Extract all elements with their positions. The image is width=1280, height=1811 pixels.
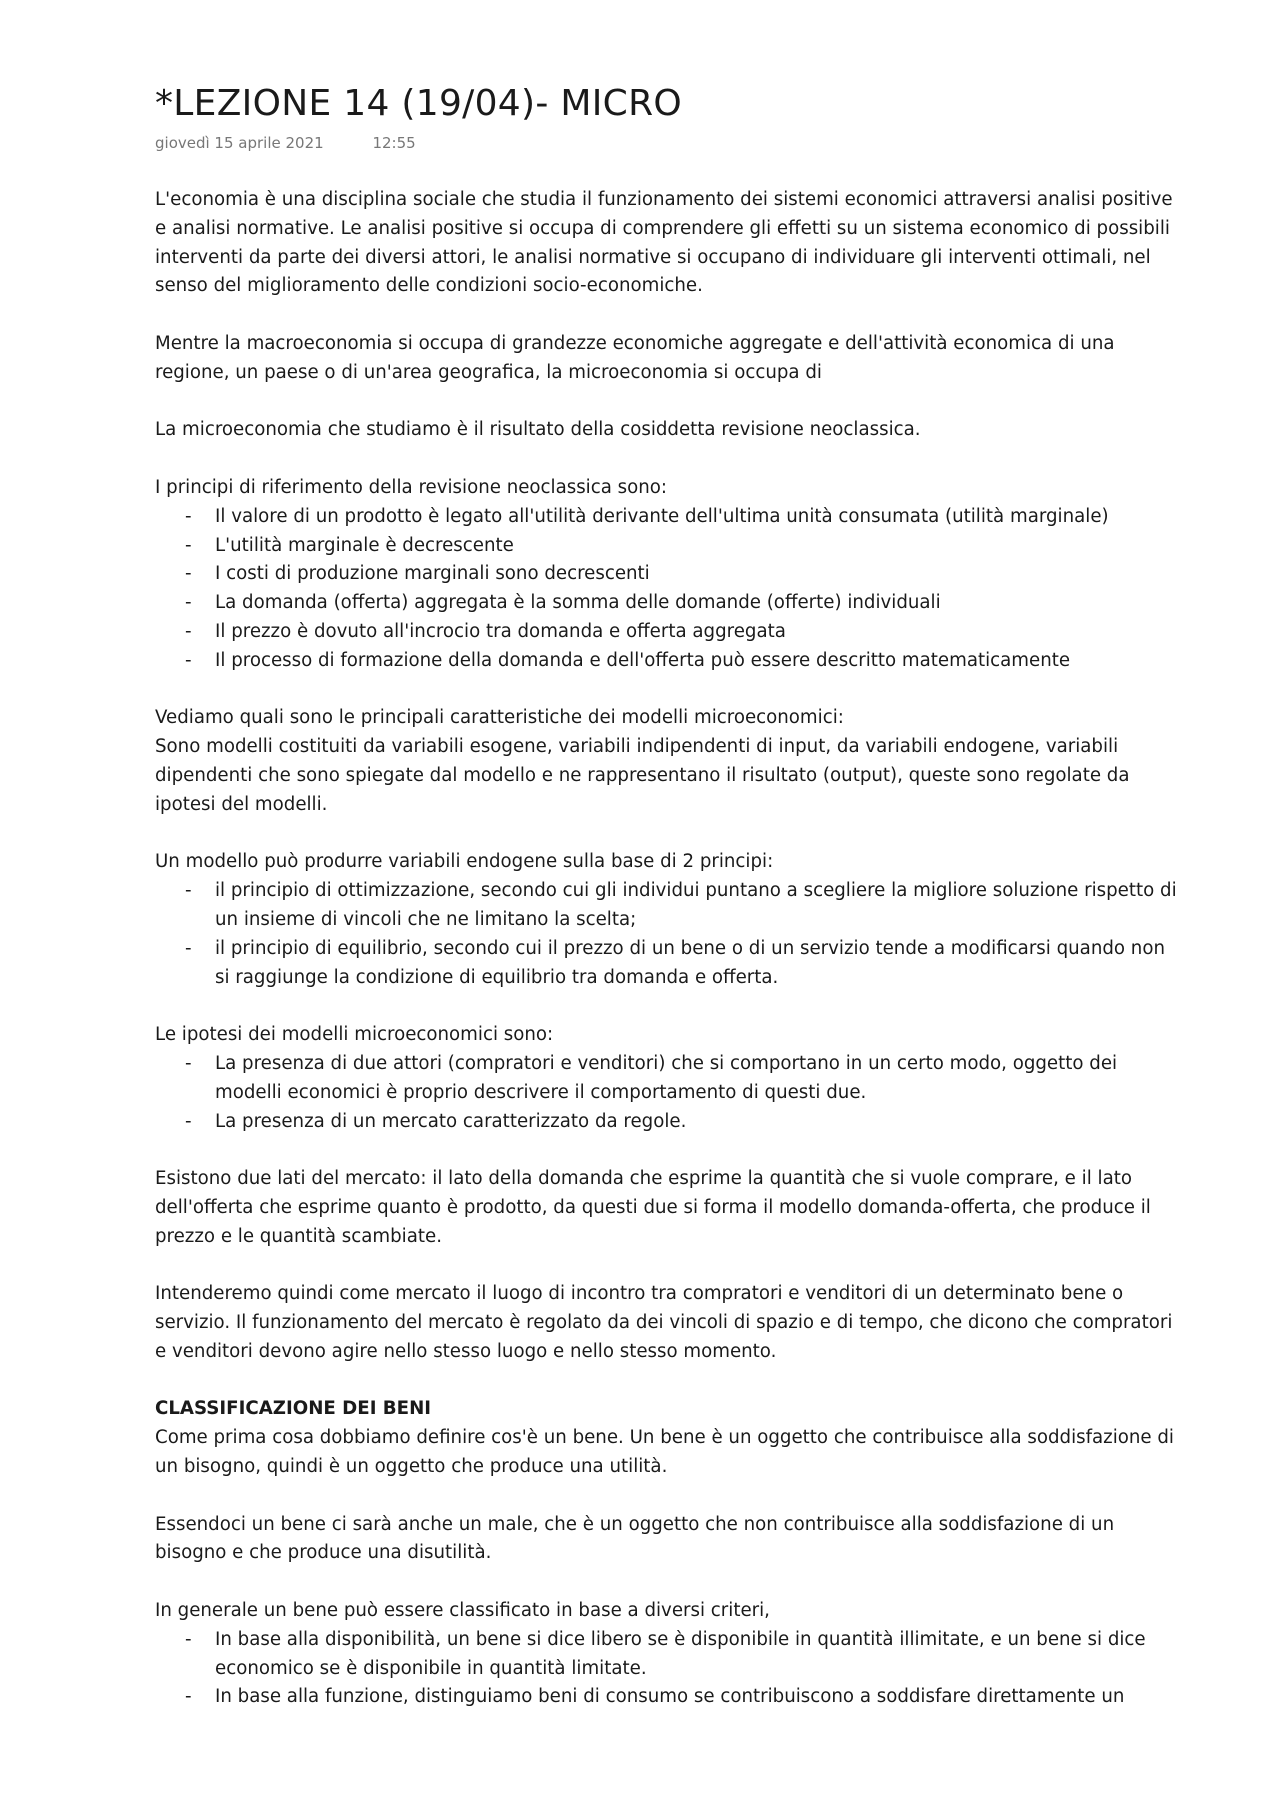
model-principles-list <box>155 877 1185 992</box>
paragraph-bad-definition: Essendoci un bene ci sarà anche un male, che è un oggetto che non contribuisce alla soddisfazione di un bisogno e che produce una disutilità. <box>155 1513 1115 1564</box>
paragraph-macro-micro: Mentre la macroeconomia si occupa di grandezze economiche aggregate e dell'attività economica di una regione, un paese o di un'area geografica, la microeconomia si occupa di <box>155 332 1115 383</box>
list-item: - In base alla funzione, distinguiamo beni di consumo se contribuiscono a soddisfare direttamente un <box>215 1683 1185 1712</box>
list-item: - Il prezzo è dovuto all'incrocio tra domanda e offerta aggregata <box>215 618 1185 647</box>
section-heading: CLASSIFICAZIONE DEI BENI <box>155 1398 432 1420</box>
list-item: - La presenza di un mercato caratterizzato da regole. <box>215 1108 1185 1137</box>
hypotheses-list <box>155 1050 1185 1136</box>
note-body <box>155 186 1185 1712</box>
paragraph-neoclassical: La microeconomia che studiamo è il risultato della cosiddetta revisione neoclassica. <box>155 419 921 441</box>
criteria-list <box>155 1626 1185 1712</box>
list-item: - I costi di produzione marginali sono decrescenti <box>215 560 1185 589</box>
list-item: - il principio di ottimizzazione, secondo cui gli individui puntano a scegliere la migliore soluzione rispetto di un insieme di vincoli che ne limitano la scelta; <box>215 877 1185 935</box>
paragraph-good-definition: Come prima cosa dobbiamo definire cos'è un bene. Un bene è un oggetto che contribuisce alla soddisfazione di un bisogno, quindi è un oggetto che produce una utilità. <box>155 1427 1174 1478</box>
note-page <box>155 80 1185 1712</box>
paragraph-criteria-intro: In generale un bene può essere classificato in base a diversi criteri, <box>155 1600 770 1622</box>
note-time: 12:55 <box>372 134 416 152</box>
paragraph-models-line: Vediamo quali sono le principali caratteristiche dei modelli microeconomici: <box>155 707 844 729</box>
note-metadata <box>155 134 1185 156</box>
list-item: - In base alla disponibilità, un bene si dice libero se è disponibile in quantità illimitate, e un bene si dice economico se è disponibile in quantità limitate. <box>215 1626 1185 1684</box>
paragraph-principles-intro: I principi di riferimento della revisione neoclassica sono: <box>155 476 668 498</box>
list-item: - il principio di equilibrio, secondo cui il prezzo di un bene o di un servizio tende a modificarsi quando non si raggiunge la condizione di equilibrio tra domanda e offerta. <box>215 935 1185 993</box>
paragraph-model-principles-intro: Un modello può produrre variabili endogene sulla base di 2 principi: <box>155 851 774 873</box>
list-item: - Il processo di formazione della domanda e dell'offerta può essere descritto matematicamente <box>215 647 1185 676</box>
paragraph-models-body: Sono modelli costituiti da variabili esogene, variabili indipendenti di input, da variabili endogene, variabili dipendenti che sono spiegate dal modello e ne rappresentano il risultato (output), queste sono regolate da ipotesi del modelli. <box>155 736 1130 815</box>
list-item: - La domanda (offerta) aggregata è la somma delle domande (offerte) individuali <box>215 589 1185 618</box>
paragraph-intro: L'economia è una disciplina sociale che studia il funzionamento dei sistemi economici attraversi analisi positive e analisi normative. Le analisi positive si occupa di comprendere gli effetti su un sistema economico di possibili interventi da parte dei diversi attori, le analisi normative si occupano di individuare gli interventi ottimali, nel senso del miglioramento delle condizioni socio-economiche. <box>155 189 1173 297</box>
note-date: giovedì 15 aprile 2021 <box>155 134 324 152</box>
paragraph-market-sides: Esistono due lati del mercato: il lato della domanda che esprime la quantità che si vuole comprare, e il lato dell'offerta che esprime quanto è prodotto, da questi due si forma il modello domanda-offerta, che produce il prezzo e le quantità scambiate. <box>155 1168 1151 1247</box>
paragraph-hypotheses-intro: Le ipotesi dei modelli microeconomici sono: <box>155 1024 554 1046</box>
list-item: - La presenza di due attori (compratori e venditori) che si comportano in un certo modo, oggetto dei modelli economici è proprio descrivere il comportamento di questi due. <box>215 1050 1185 1108</box>
list-item: - Il valore di un prodotto è legato all'utilità derivante dell'ultima unità consumata (utilità marginale) <box>215 503 1185 532</box>
principles-list <box>155 503 1185 676</box>
page-title: *LEZIONE 14 (19/04)- MICRO <box>155 83 683 124</box>
paragraph-market-definition: Intenderemo quindi come mercato il luogo di incontro tra compratori e venditori di un determinato bene o servizio. Il funzionamento del mercato è regolato da dei vincoli di spazio e di tempo, che dicono che compratori e venditori devono agire nello stesso luogo e nello stesso momento. <box>155 1283 1173 1362</box>
list-item: - L'utilità marginale è decrescente <box>215 532 1185 561</box>
